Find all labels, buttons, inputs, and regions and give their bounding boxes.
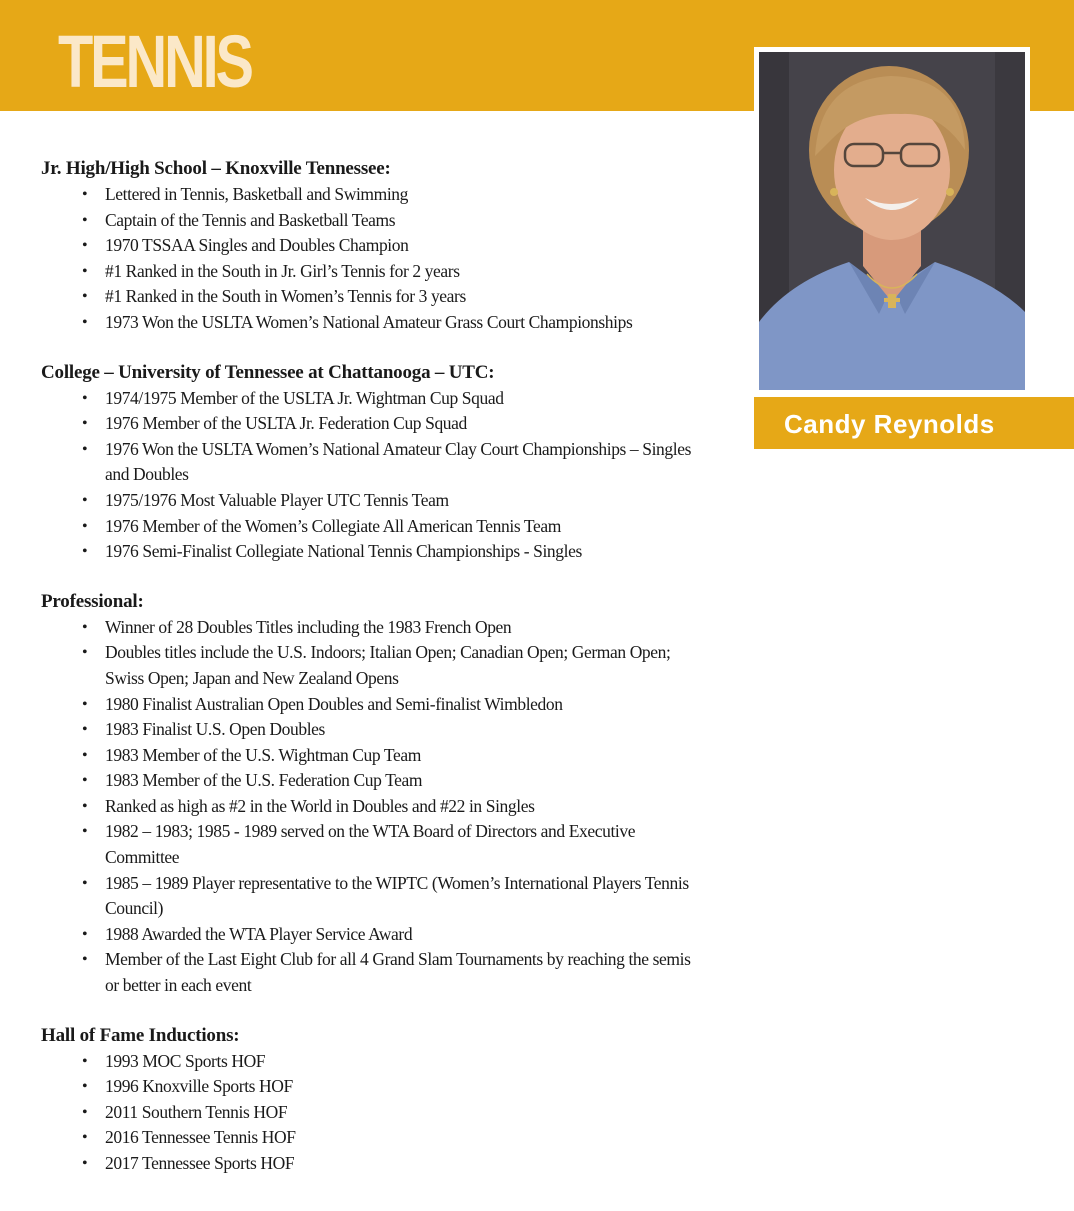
bullet-icon: •: [82, 415, 88, 433]
list-item: [82, 1074, 691, 1100]
bullet-icon: •: [82, 797, 88, 815]
bullet-icon: •: [82, 874, 88, 892]
list-item: [82, 539, 691, 565]
list-item: [82, 794, 691, 820]
name-plate: [754, 397, 1074, 449]
list-item-text: Lettered in Tennis, Basketball and Swimming: [105, 184, 409, 204]
list-item-text: 1993 MOC Sports HOF: [105, 1050, 266, 1071]
section-heading: Hall of Fame Inductions:: [41, 1024, 240, 1046]
list-item: [82, 411, 691, 437]
list-item: [82, 871, 691, 922]
bullet-icon: •: [82, 772, 88, 790]
list-item: [82, 208, 691, 234]
bullet-icon: •: [82, 543, 88, 561]
list-item: [82, 640, 691, 691]
list-item: [82, 1049, 691, 1075]
bullet-icon: •: [82, 695, 88, 713]
list-item-text: 1976 Member of the USLTA Jr. Federation Cup Squad: [105, 413, 467, 434]
bullet-icon: •: [82, 262, 88, 280]
list-item: [82, 437, 691, 488]
section-heading: College – University of Tennessee at Chattanooga – UTC:: [41, 361, 495, 383]
list-item-text: Doubles titles include the U.S. Indoors; Italian Open; Canadian Open; German Open; Swiss Open; Japan and New Zealand Opens: [105, 642, 671, 688]
list-item: [82, 922, 691, 948]
portrait-illustration: [759, 52, 1025, 390]
list-item-text: 1988 Awarded the WTA Player Service Award: [105, 923, 413, 944]
list-item: [82, 947, 691, 998]
bullet-icon: •: [82, 211, 88, 229]
list-item: [82, 284, 691, 310]
list-item-text: 1983 Member of the U.S. Wightman Cup Team: [105, 744, 421, 765]
list-item: [82, 259, 691, 285]
list-item: [82, 514, 691, 540]
section-college: [41, 360, 691, 565]
bullet-icon: •: [82, 1155, 88, 1172]
bullet-icon: •: [82, 951, 88, 969]
list-item: [82, 615, 691, 641]
list-item: [82, 1125, 691, 1151]
profile-photo: [759, 52, 1025, 390]
achievement-list: [41, 386, 691, 565]
list-item-text: Captain of the Tennis and Basketball Teams: [105, 209, 396, 230]
list-item-text: 1980 Finalist Australian Open Doubles and Semi-finalist Wimbledon: [105, 693, 563, 714]
list-item: [82, 819, 691, 870]
list-item-text: 2016 Tennessee Tennis HOF: [105, 1127, 296, 1148]
list-item-text: 1983 Finalist U.S. Open Doubles: [105, 719, 325, 740]
list-item-text: Ranked as high as #2 in the World in Doubles and #22 in Singles: [105, 795, 535, 816]
list-item-text: Member of the Last Eight Club for all 4 Grand Slam Tournaments by reaching the semis or better in each event: [105, 949, 691, 996]
bullet-icon: •: [82, 1103, 88, 1121]
profile-name: Candy Reynolds: [784, 409, 995, 439]
list-item-text: Winner of 28 Doubles Titles including the 1983 French Open: [105, 616, 512, 637]
bullet-icon: •: [82, 746, 88, 764]
profile-photo-frame: [754, 47, 1030, 395]
section-heading: Jr. High/High School – Knoxville Tennessee:: [41, 158, 391, 179]
list-item: [82, 182, 691, 208]
achievement-list: [41, 1049, 691, 1177]
list-item-text: 1973 Won the USLTA Women’s National Amateur Grass Court Championships: [105, 311, 633, 332]
list-item-text: 1996 Knoxville Sports HOF: [105, 1076, 293, 1097]
bullet-icon: •: [82, 186, 88, 203]
list-item-text: 2017 Tennessee Sports HOF: [105, 1153, 295, 1173]
bullet-icon: •: [82, 1078, 88, 1096]
bullet-icon: •: [82, 644, 88, 662]
list-item: [82, 743, 691, 769]
list-item-text: 2011 Southern Tennis HOF: [105, 1101, 288, 1122]
bullet-icon: •: [82, 925, 88, 943]
list-item: [82, 310, 691, 336]
list-item: [82, 717, 691, 743]
section-high-school: [41, 156, 691, 336]
list-item-text: #1 Ranked in the South in Jr. Girl’s Tennis for 2 years: [105, 260, 460, 281]
bullet-icon: •: [82, 618, 88, 636]
list-item: [82, 692, 691, 718]
list-item: [82, 768, 691, 794]
list-item-text: 1970 TSSAA Singles and Doubles Champion: [105, 235, 409, 256]
bullet-icon: •: [82, 1052, 88, 1070]
list-item-text: 1976 Won the USLTA Women’s National Amateur Clay Court Championships – Singles and Doubles: [105, 438, 691, 485]
list-item-text: 1982 – 1983; 1985 - 1989 served on the WTA Board of Directors and Executive Committee: [105, 821, 636, 868]
bullet-icon: •: [82, 823, 88, 841]
bullet-icon: •: [82, 1129, 88, 1147]
list-item-text: 1976 Member of the Women’s Collegiate All American Tennis Team: [105, 515, 561, 536]
bullet-icon: •: [82, 288, 88, 306]
page-title: TENNIS: [58, 20, 251, 103]
section-professional: [41, 589, 691, 999]
bullet-icon: •: [82, 389, 88, 407]
list-item-text: 1976 Semi-Finalist Collegiate National Tennis Championships - Singles: [105, 541, 582, 562]
list-item-text: 1975/1976 Most Valuable Player UTC Tennis Team: [105, 489, 449, 510]
bullet-icon: •: [82, 721, 88, 739]
achievement-list: [41, 615, 691, 999]
list-item: [82, 386, 691, 412]
bullet-icon: •: [82, 517, 88, 535]
section-heading: Professional:: [41, 590, 144, 612]
section-hall-of-fame: [41, 1023, 691, 1177]
bullet-icon: •: [82, 313, 88, 331]
achievement-list: [41, 182, 691, 336]
list-item-text: #1 Ranked in the South in Women’s Tennis for 3 years: [105, 286, 466, 307]
bullet-icon: •: [82, 491, 88, 509]
list-item: [82, 1100, 691, 1126]
bullet-icon: •: [82, 440, 88, 458]
bio-content: [41, 156, 691, 1201]
list-item: [82, 233, 691, 259]
bullet-icon: •: [82, 237, 88, 255]
list-item: [82, 488, 691, 514]
list-item: [82, 1151, 691, 1177]
list-item-text: 1974/1975 Member of the USLTA Jr. Wightman Cup Squad: [105, 387, 504, 408]
list-item-text: 1983 Member of the U.S. Federation Cup Team: [105, 770, 423, 791]
list-item-text: 1985 – 1989 Player representative to the WIPTC (Women’s International Players Tennis Council): [105, 872, 689, 919]
